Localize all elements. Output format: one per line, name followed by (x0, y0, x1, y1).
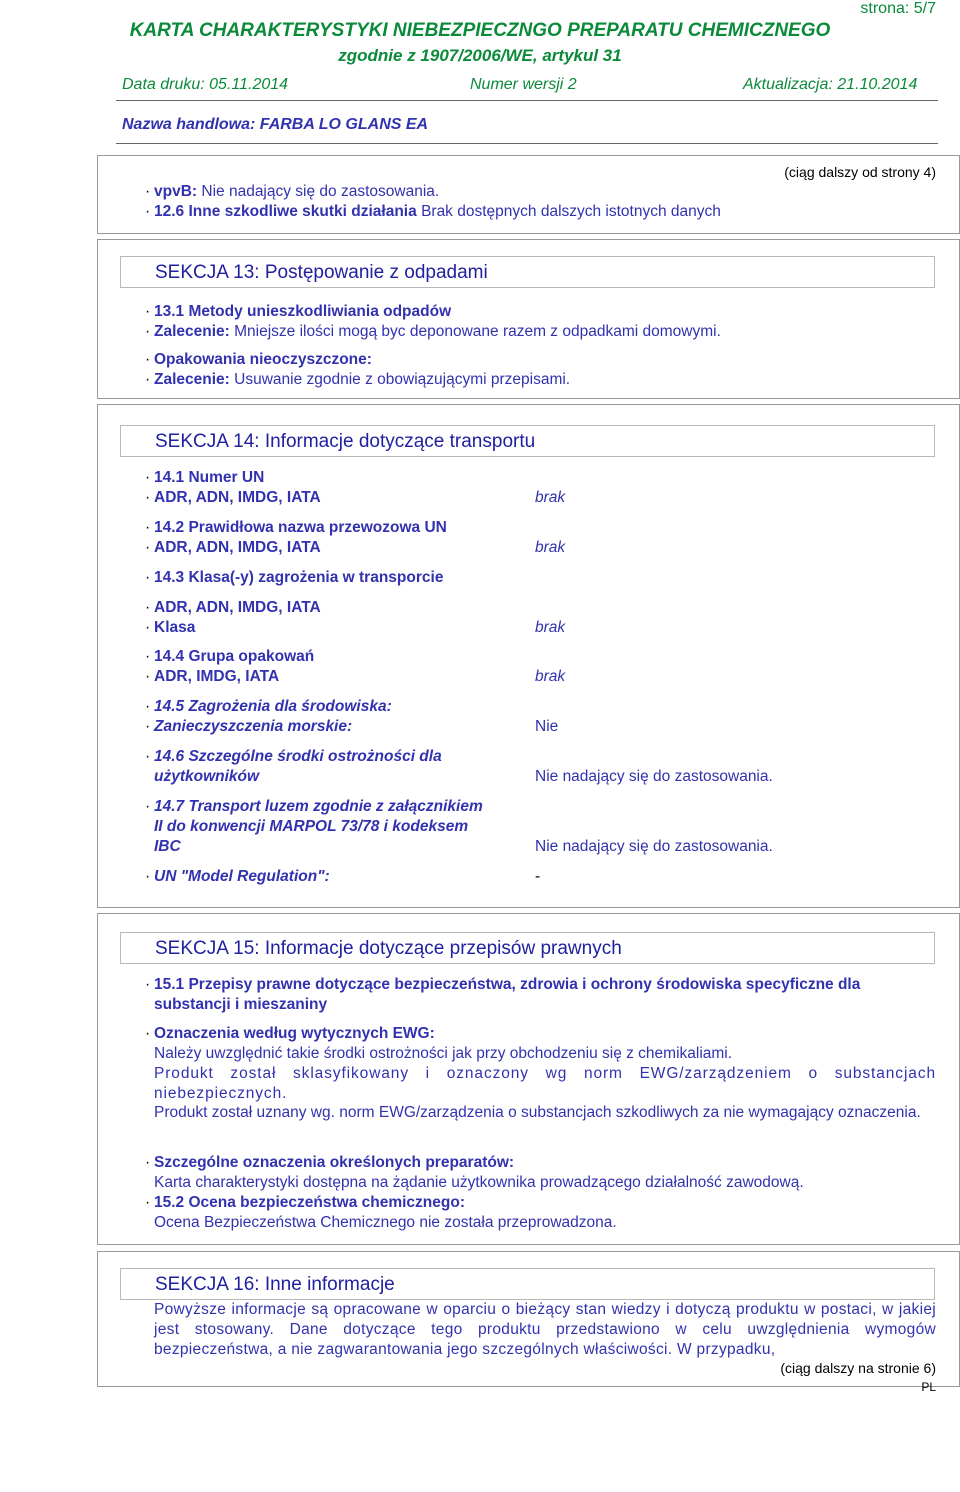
language-code: PL (921, 1380, 936, 1394)
s146-label: · 14.6 Szczególne środki ostrożności dla (154, 748, 442, 765)
special-row (154, 1153, 936, 1173)
rec2-label: · Zalecenie: (154, 371, 230, 388)
s131-label: · 13.1 Metody unieszkodliwiania odpadów (154, 303, 451, 320)
s146-row (142, 747, 442, 767)
s147-label: · 14.7 Transport luzem zgodnie z załącznikiem (154, 798, 483, 815)
s143-mode-row (142, 598, 321, 618)
s126-label: · 12.6 Inne szkodliwe skutki działania (154, 203, 417, 220)
update-date: Aktualizacja: 21.10.2014 (743, 76, 918, 93)
header-rule (116, 100, 938, 101)
s144-label: · 14.4 Grupa opakowań (154, 648, 314, 665)
s141-mode-row (142, 488, 321, 508)
rec2-value: Usuwanie zgodnie z obowiązującymi przepisami. (234, 371, 571, 388)
s142-mode-row (142, 538, 321, 558)
s145-value: Nie (535, 718, 559, 735)
rec1-label: · Zalecenie: (154, 323, 230, 340)
special-label: · Szczególne oznaczenia określonych preparatów: (154, 1154, 514, 1171)
ewg-p1: Należy uwzględnić takie środki ostrożności jak przy obchodzeniu się z chemikaliami. (154, 1045, 733, 1062)
s143-klasa: · Klasa (154, 619, 195, 636)
s143-label: · 14.3 Klasa(-y) zagrożenia w transporcie (154, 569, 443, 586)
s147-row-3 (142, 837, 181, 857)
s152-value: Ocena Bezpieczeństwa Chemicznego nie została przeprowadzona. (154, 1214, 617, 1231)
s145-mode-row (142, 717, 353, 737)
s131-row (142, 302, 452, 322)
s145-row (142, 697, 392, 717)
vpvb-value: Nie nadający się do zastosowania. (201, 183, 440, 200)
print-date: Data druku: 05.11.2014 (122, 76, 289, 93)
section-16-title: SEKCJA 16: Inne informacje (120, 1268, 935, 1300)
s143-value: brak (535, 619, 566, 636)
document-subtitle: zgodnie z 1907/2006/WE, artykul 31 (338, 46, 622, 65)
s147-value: Nie nadający się do zastosowania. (535, 838, 773, 855)
ewg-row (154, 1024, 936, 1044)
document-title: KARTA CHARAKTERYSTYKI NIEBEZPIECZNGO PREPARATU CHEMICZNEGO (129, 20, 831, 41)
header-rule-2 (116, 143, 938, 144)
section-13-title: SEKCJA 13: Postępowanie z odpadami (120, 256, 935, 288)
version-number: Numer wersji 2 (470, 76, 577, 93)
ewg-p2: Produkt został sklasyfikowany i oznaczony wg norm EWG/zarządzeniem o substancjach niebezpiecznych. (154, 1065, 936, 1102)
vpvb-label: · vpvB: (154, 183, 197, 200)
ewg-label: · Oznaczenia według wytycznych EWG: (154, 1025, 435, 1042)
s151-text (154, 975, 936, 1015)
un-model-row (142, 867, 330, 887)
packaging-label: · Opakowania nieoczyszczone: (154, 351, 372, 368)
s126-value: Brak dostępnych dalszych istotnych danych (421, 203, 721, 220)
s142-row (142, 518, 447, 538)
section-14-title: SEKCJA 14: Informacje dotyczące transportu (120, 425, 935, 457)
s152-row (154, 1193, 936, 1213)
rec1-value: Mniejsze ilości mogą byc deponowane razem z odpadkami domowymi. (234, 323, 721, 340)
s145-mode: · Zanieczyszczenia morskie: (154, 718, 352, 735)
continued-to: (ciąg dalszy na stronie 6) (780, 1360, 936, 1376)
s143-klasa-row (142, 618, 196, 638)
s141-label: · 14.1 Numer UN (154, 469, 264, 486)
s141-mode: · ADR, ADN, IMDG, IATA (154, 489, 321, 506)
s126-row (142, 202, 721, 222)
s141-value: brak (535, 489, 566, 506)
un-model-label: · UN "Model Regulation": (154, 868, 330, 885)
special-value: Karta charakterystyki dostępna na żądanie użytkownika prowadzącego działalność zawodową. (154, 1174, 804, 1191)
section-16-text: Powyższe informacje są opracowane w oparciu o bieżący stan wiedzy i dotyczą produktu w postaci, w jakiej jest stosowany. Dane dotyczące tego produktu przedstawiono w celu uwzględnienia wymogów bezpieczeństwa, a nie zagwarantowania jego szczególnych właściwości. W przypadku, (154, 1301, 936, 1358)
s152-label: · 15.2 Ocena bezpieczeństwa chemicznego: (154, 1194, 465, 1211)
ewg-p3: Produkt został uznany wg. norm EWG/zarządzenia o substancjach szkodliwych za nie wymagający oznaczenia. (154, 1104, 921, 1121)
s147-label-2: II do konwencji MARPOL 73/78 i kodeksem (154, 818, 469, 835)
trade-name: Nazwa handlowa: FARBA LO GLANS EA (122, 116, 429, 133)
section-15-title: SEKCJA 15: Informacje dotyczące przepisów prawnych (120, 932, 935, 964)
rec2-row (142, 370, 571, 390)
s143-row (142, 568, 444, 588)
s142-mode: · ADR, ADN, IMDG, IATA (154, 539, 321, 556)
s151-label: · 15.1 Przepisy prawne dotyczące bezpieczeństwa, zdrowia i ochrony środowiska specyficzne dla substancji i mieszaniny (154, 976, 860, 1013)
vpvb-row (142, 182, 440, 202)
s147-row-2 (142, 817, 469, 837)
s146-label-2: użytkowników (154, 768, 260, 785)
s142-value: brak (535, 539, 566, 556)
s147-label-3: IBC (154, 838, 181, 855)
s142-label: · 14.2 Prawidłowa nazwa przewozowa UN (154, 519, 447, 536)
s146-row-2 (142, 767, 260, 787)
s144-mode-row (142, 667, 280, 687)
s141-row (142, 468, 265, 488)
s143-mode: · ADR, ADN, IMDG, IATA (154, 599, 321, 616)
s144-mode: · ADR, IMDG, IATA (154, 668, 279, 685)
continued-from: (ciąg dalszy od strony 4) (784, 164, 936, 180)
rec1-row (142, 322, 721, 342)
page-number: strona: 5/7 (860, 0, 936, 17)
s147-row (142, 797, 483, 817)
s146-value: Nie nadający się do zastosowania. (535, 768, 773, 785)
un-model-value: - (535, 868, 541, 885)
packaging-row (142, 350, 372, 370)
s144-row (142, 647, 315, 667)
s144-value: brak (535, 668, 566, 685)
s145-label: · 14.5 Zagrożenia dla środowiska: (154, 698, 392, 715)
